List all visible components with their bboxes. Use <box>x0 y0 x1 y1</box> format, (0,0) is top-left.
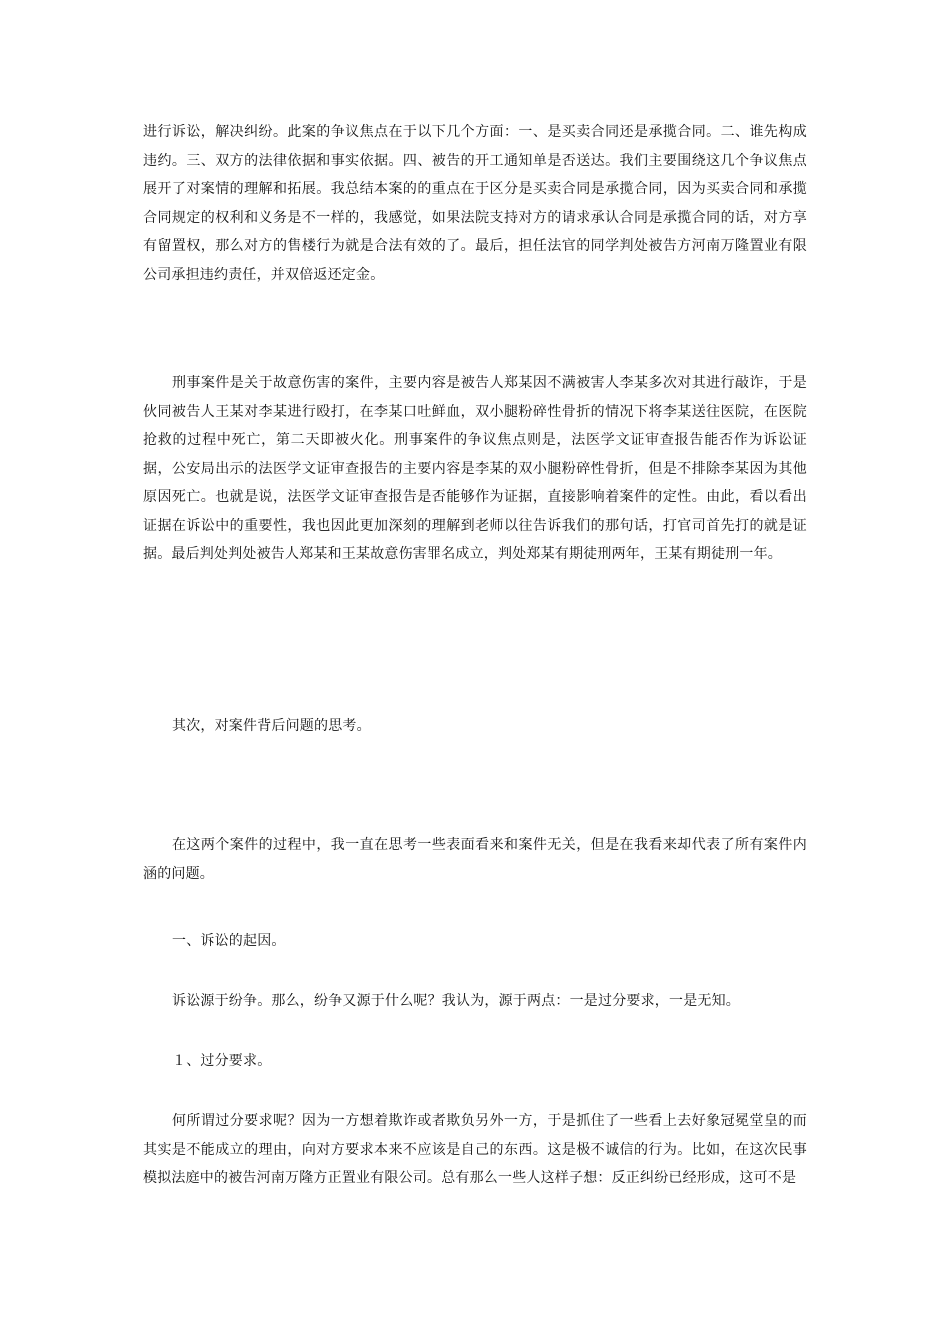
paragraph-civil-case: 进行诉讼，解决纠纷。此案的争议焦点在于以下几个方面：一、是买卖合同还是承揽合同。二、谁先构成违约。三、双方的法律依据和事实依据。四、被告的开工通知单是否送达。我们主要围绕这几个争议焦点展开了对案情的理解和拓展。我总结本案的的重点在于区分是买卖合同是承揽合同，因为买卖合同和承揽合同规定的权利和义务是不一样的，我感觉，如果法院支持对方的请求承认合同是承揽合同的话，对方享有留置权，那么对方的售楼行为就是合法有效的了。最后，担任法官的同学判处被告方河南万隆置业有限公司承担违约责任，并双倍返还定金。 <box>143 124 807 283</box>
paragraph-excessive-body: 何所谓过分要求呢？因为一方想着欺诈或者欺负另外一方，于是抓住了一些看上去好象冠冕堂皇的而其实是不能成立的理由，向对方要求本来不应该是自己的东西。这是极不诚信的行为。比如，在这次民事模拟法庭中的被告河南万隆方正置业有限公司。总有那么一些人这样子想：反正纠纷已经形成，这可不是 <box>143 1113 807 1186</box>
paragraph-criminal-case: 刑事案件是关于故意伤害的案件，主要内容是被告人郑某因不满被害人李某多次对其进行敲诈，于是伙同被告人王某对李某进行殴打，在李某口吐鲜血，双小腿粉碎性骨折的情况下将李某送往医院，在医院抢救的过程中死亡，第二天即被火化。刑事案件的争议焦点则是，法医学文证审查报告能否作为诉讼证据，公安局出示的法医学文证审查报告的主要内容是李某的双小腿粉碎性骨折，但是不排除李某因为其他原因死亡。也就是说，法医学文证审查报告是否能够作为证据，直接影响着案件的定性。由此，看以看出证据在诉讼中的重要性，我也因此更加深刻的理解到老师以往告诉我们的那句话，打官司首先打的就是证据。最后判处判处被告人郑某和王某故意伤害罪名成立，判处郑某有期徒刑两年，王某有期徒刑一年。 <box>143 375 807 562</box>
paragraph-second-heading: 其次，对案件背后问题的思考。 <box>172 718 371 734</box>
paragraph-excessive-heading: １、过分要求。 <box>172 1053 272 1069</box>
paragraph-cause-body: 诉讼源于纷争。那么，纷争又源于什么呢？我认为，源于两点：一是过分要求，一是无知。 <box>172 993 740 1009</box>
paragraph-cause-heading: 一、诉讼的起因。 <box>172 933 286 949</box>
paragraph-reflection-intro: 在这两个案件的过程中，我一直在思考一些表面看来和案件无关，但是在我看来却代表了所有案件内涵的问题。 <box>143 837 807 882</box>
